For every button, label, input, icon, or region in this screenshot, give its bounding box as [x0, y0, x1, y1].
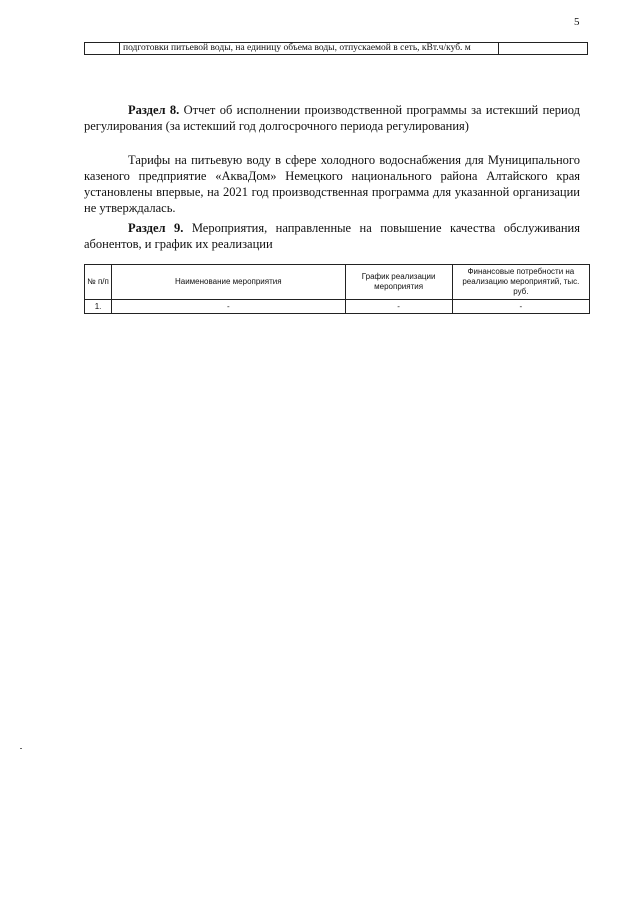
table-header-row: [85, 265, 590, 300]
row-name: -: [112, 300, 345, 314]
tariff-paragraph: [84, 152, 580, 216]
tariff-paragraph-text: Тарифы на питьевую воду в сфере холодного водоснабжения для Муниципального казеного предприятие «АкваДом» Немецкого национального района Алтайского края установлены впервые, на 2021 год производственная программа для указанной организации не утверждалась.: [84, 153, 580, 215]
scan-artifact-mark: [20, 748, 22, 749]
indicator-number-cell: [85, 43, 120, 55]
header-num: № п/п: [85, 265, 112, 300]
section-9-text: Мероприятия, направленные на повышение качества обслуживания абонентов, и график их реализации: [84, 221, 580, 251]
section-9: [84, 220, 580, 252]
table-row: [85, 300, 590, 314]
section-8-heading: Раздел 8.: [128, 103, 180, 117]
indicator-value-cell: [499, 43, 588, 55]
section-8: [84, 102, 580, 134]
header-schedule: График реализации мероприятия: [345, 265, 452, 300]
continued-indicator-table: [84, 42, 588, 55]
indicator-name-cell: подготовки питьевой воды, на единицу объема воды, отпускаемой в сеть, кВт.ч/куб. м: [120, 43, 499, 55]
section-9-heading: Раздел 9.: [128, 221, 184, 235]
row-schedule: -: [345, 300, 452, 314]
events-table: [84, 264, 590, 314]
header-name: Наименование мероприятия: [112, 265, 345, 300]
section-8-text: Отчет об исполнении производственной программы за истекший период регулирования (за истекший год долгосрочного периода регулирования): [84, 103, 580, 133]
row-num: 1.: [85, 300, 112, 314]
header-finance: Финансовые потребности на реализацию мероприятий, тыс. руб.: [452, 265, 589, 300]
row-finance: -: [452, 300, 589, 314]
table-row: [85, 43, 588, 55]
page-number: 5: [574, 16, 580, 28]
